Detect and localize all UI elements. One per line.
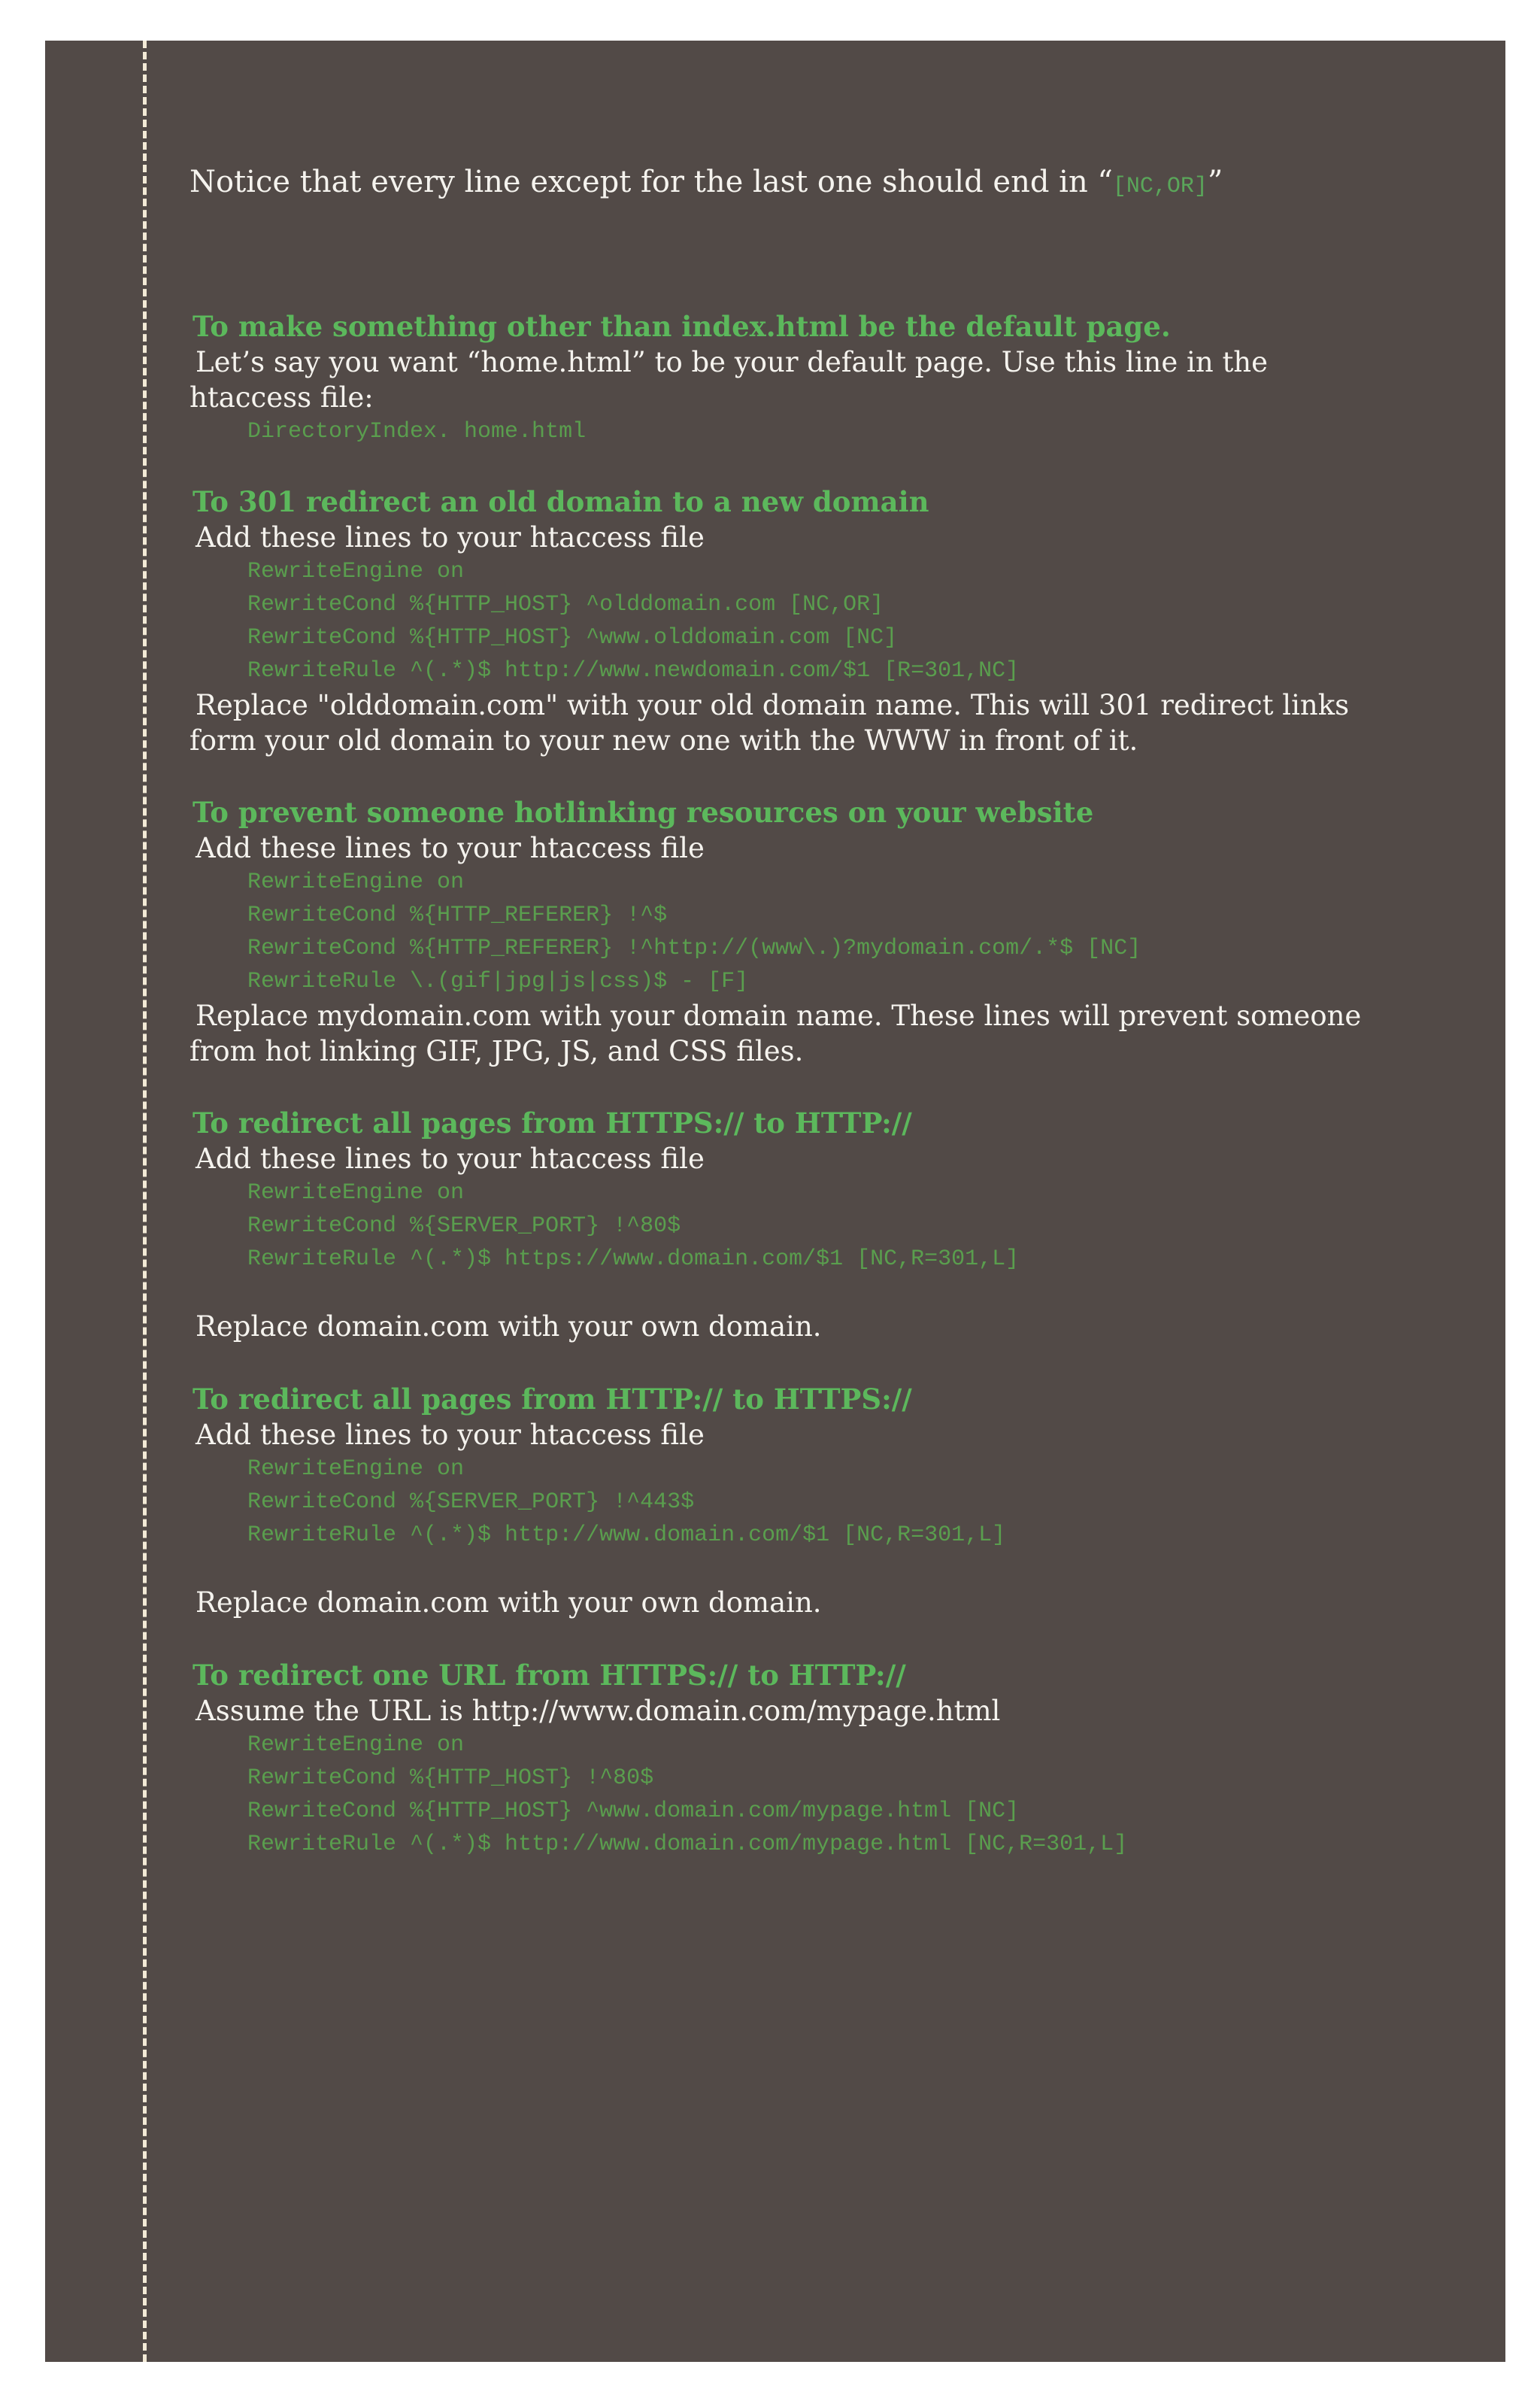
code-line: RewriteCond %{HTTP_HOST} !^80$ — [247, 1765, 654, 1791]
spacer — [189, 1276, 1468, 1309]
section-paragraph: Let’s say you want “home.html” to be your default page. Use this line in the — [196, 346, 1269, 378]
section-default-page — [189, 309, 1468, 448]
margin-dashed-line — [143, 41, 147, 2362]
section-heading: To redirect one URL from HTTPS:// to HTTP:// — [192, 1659, 906, 1692]
code-line: RewriteCond %{HTTP_HOST} ^www.domain.com/mypage.html [NC] — [247, 1798, 1020, 1824]
section-intro: Add these lines to your htaccess file — [196, 1419, 705, 1451]
code-line: RewriteRule ^(.*)$ http://www.domain.com/$1 [NC,R=301,L] — [247, 1522, 1006, 1548]
intro-code: [NC,OR] — [1112, 174, 1208, 199]
section-hotlinking — [189, 795, 1468, 1069]
intro-text: Notice that every line except for the last one should end in “ — [189, 165, 1113, 199]
document-page — [45, 41, 1505, 2362]
section-heading: To redirect all pages from HTTP:// to HTTPS:// — [192, 1383, 912, 1416]
section-heading: To prevent someone hotlinking resources on your website — [192, 796, 1094, 829]
code-line: RewriteCond %{HTTP_REFERER} !^$ — [247, 903, 668, 928]
section-intro: Add these lines to your htaccess file — [196, 1143, 705, 1175]
code-line: RewriteEngine on — [247, 1732, 465, 1758]
section-heading: To make something other than index.html be the default page. — [192, 310, 1171, 343]
code-line: RewriteCond %{HTTP_REFERER} !^http://(www\.)?mydomain.com/.*$ [NC] — [247, 936, 1141, 961]
intro-note — [189, 164, 1223, 205]
code-line: RewriteEngine on — [247, 1456, 465, 1482]
section-note: Replace "olddomain.com" with your old domain name. This will 301 redirect links — [196, 689, 1350, 721]
spacer — [189, 1552, 1468, 1585]
section-https-to-http — [189, 1106, 1468, 1344]
code-line: RewriteRule ^(.*)$ https://www.domain.com/$1 [NC,R=301,L] — [247, 1246, 1020, 1272]
section-paragraph: htaccess file: — [189, 381, 374, 414]
section-http-to-https — [189, 1382, 1468, 1620]
section-note: Replace domain.com with your own domain. — [196, 1586, 822, 1619]
code-line: RewriteEngine on — [247, 1180, 465, 1206]
code-line: RewriteRule ^(.*)$ http://www.domain.com/mypage.html [NC,R=301,L] — [247, 1832, 1128, 1857]
code-line: RewriteRule \.(gif|jpg|js|css)$ - [F] — [247, 969, 749, 994]
section-heading: To redirect all pages from HTTPS:// to HTTP:// — [192, 1106, 912, 1140]
section-note: Replace mydomain.com with your domain name. These lines will prevent someone — [196, 1000, 1362, 1032]
section-intro: Add these lines to your htaccess file — [196, 832, 705, 864]
section-redirect-domain — [189, 484, 1468, 758]
section-heading: To 301 redirect an old domain to a new domain — [192, 485, 929, 518]
intro-close: ” — [1207, 165, 1223, 199]
section-intro: Assume the URL is http://www.domain.com/mypage.html — [196, 1695, 1001, 1727]
code-line: RewriteCond %{HTTP_HOST} ^olddomain.com [NC,OR] — [247, 592, 884, 618]
section-intro: Add these lines to your htaccess file — [196, 521, 705, 554]
section-note: Replace domain.com with your own domain. — [196, 1310, 822, 1343]
code-line: DirectoryIndex. home.html — [247, 419, 587, 445]
code-line: RewriteEngine on — [247, 870, 465, 895]
code-line: RewriteRule ^(.*)$ http://www.newdomain.com/$1 [R=301,NC] — [247, 658, 1020, 684]
code-line: RewriteEngine on — [247, 559, 465, 584]
section-one-url — [189, 1658, 1468, 1861]
code-line: RewriteCond %{SERVER_PORT} !^80$ — [247, 1213, 681, 1239]
section-note: form your old domain to your new one with the WWW in front of it. — [189, 724, 1138, 757]
code-line: RewriteCond %{HTTP_HOST} ^www.olddomain.com [NC] — [247, 625, 898, 651]
section-note: from hot linking GIF, JPG, JS, and CSS files. — [189, 1035, 804, 1067]
code-line: RewriteCond %{SERVER_PORT} !^443$ — [247, 1489, 695, 1515]
